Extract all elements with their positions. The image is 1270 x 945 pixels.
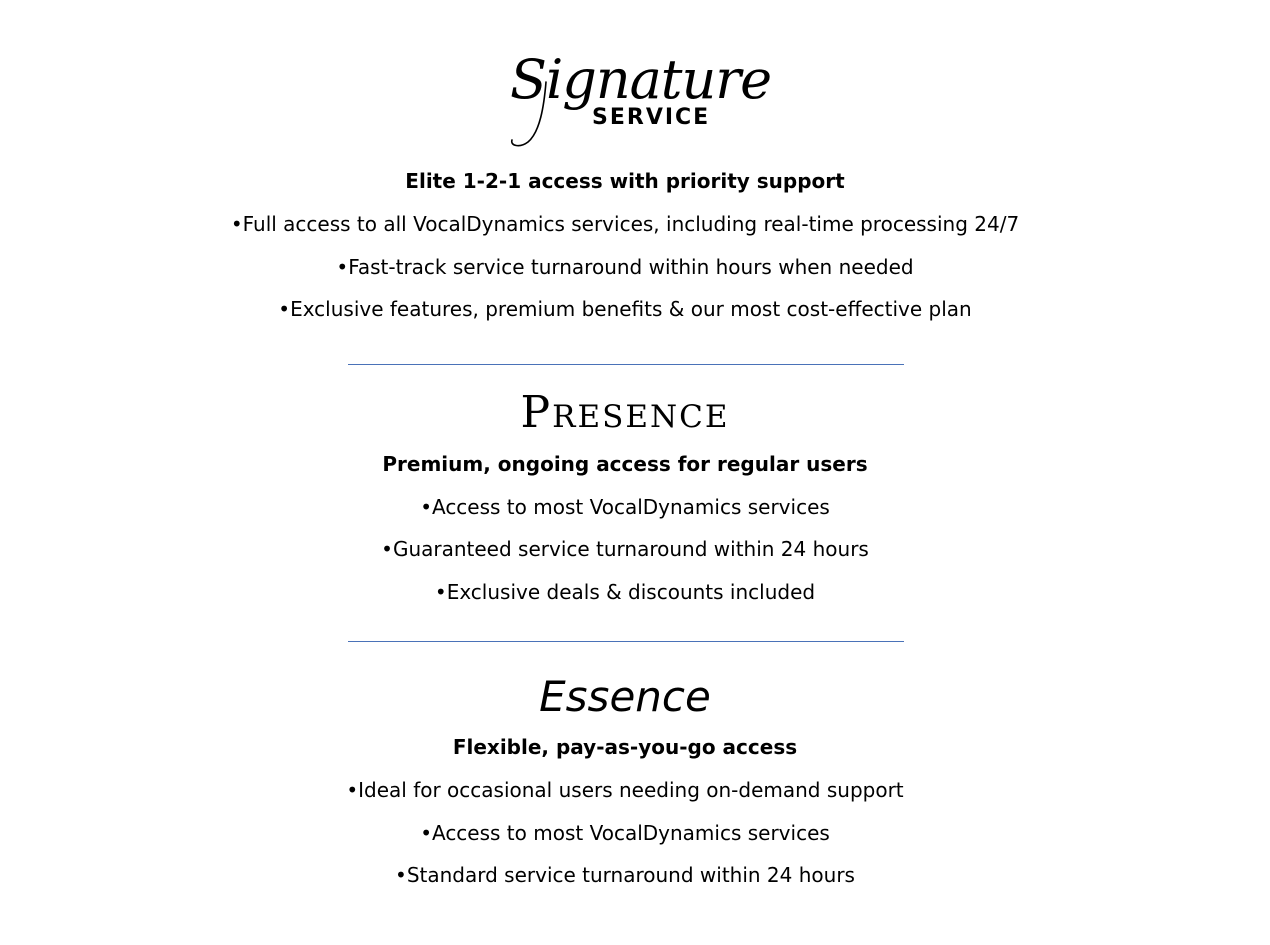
signature-service-logo bbox=[0, 48, 1250, 152]
tier-feature: •Full access to all VocalDynamics services, including real-time processing 24/7 bbox=[230, 212, 1020, 236]
tier-feature: •Access to most VocalDynamics services bbox=[420, 821, 830, 845]
signature-logo-script: Signature bbox=[510, 48, 772, 111]
tier-tagline: Flexible, pay-as-you-go access bbox=[452, 735, 798, 759]
tier-feature: •Standard service turnaround within 24 hours bbox=[395, 863, 855, 887]
tier-feature: •Exclusive deals & discounts included bbox=[434, 580, 816, 604]
essence-logo: Essence bbox=[539, 672, 711, 721]
tier-tagline: Elite 1-2-1 access with priority support bbox=[405, 169, 845, 193]
tier-feature: •Access to most VocalDynamics services bbox=[420, 495, 830, 519]
tier-feature: •Ideal for occasional users needing on-demand support bbox=[346, 778, 904, 802]
presence-logo: Presence bbox=[520, 387, 730, 438]
section-divider bbox=[348, 641, 904, 642]
signature-logo-sub: SERVICE bbox=[592, 105, 711, 130]
tier-tagline: Premium, ongoing access for regular users bbox=[382, 452, 868, 476]
section-divider bbox=[348, 364, 904, 365]
signature-logo-wordmark bbox=[510, 48, 772, 152]
tier-feature: •Exclusive features, premium benefits & our most cost-effective plan bbox=[278, 297, 972, 321]
tier-feature: •Fast-track service turnaround within hours when needed bbox=[336, 255, 914, 279]
tier-feature: •Guaranteed service turnaround within 24 hours bbox=[381, 537, 869, 561]
